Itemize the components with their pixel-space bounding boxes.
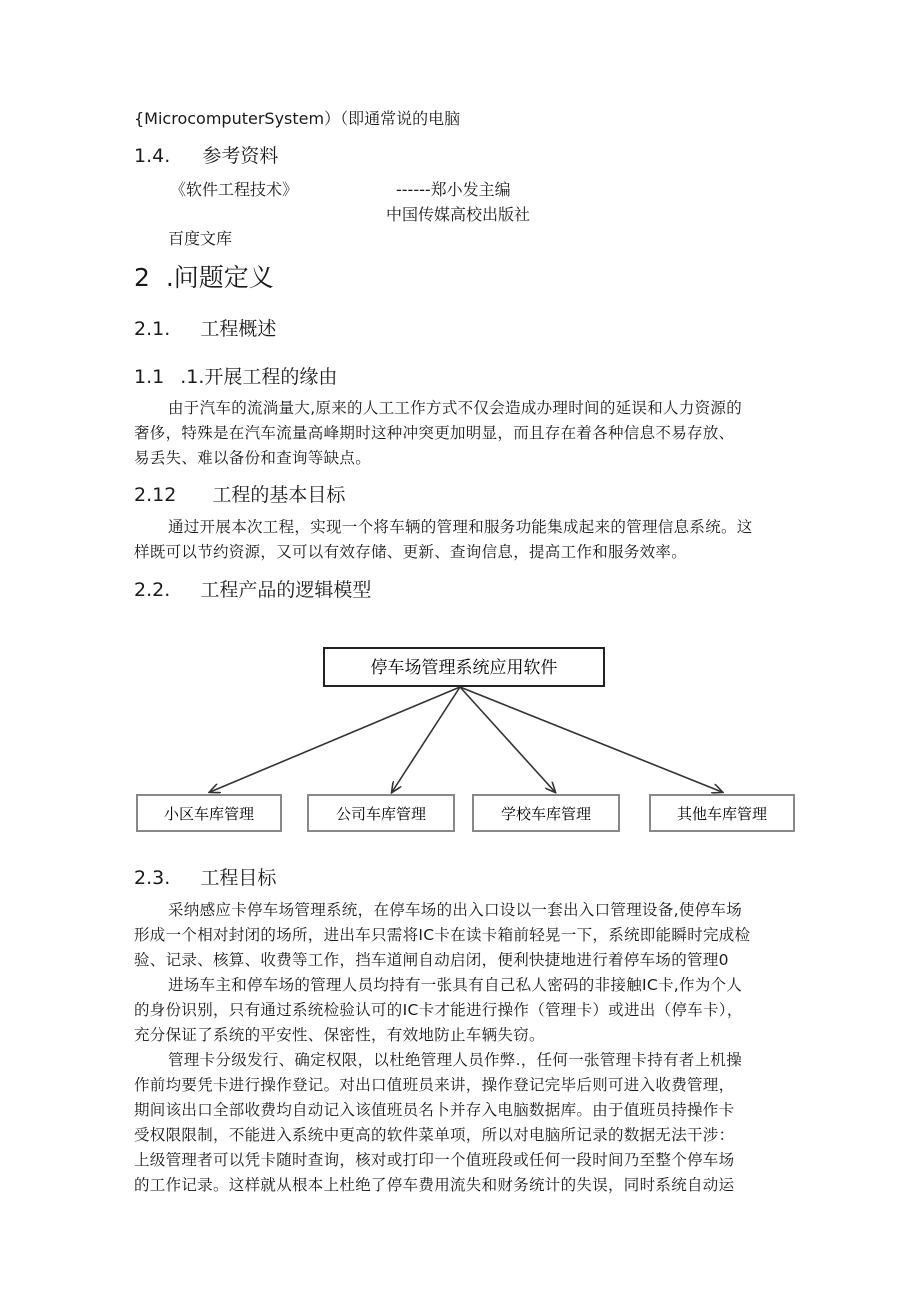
para-goal-line-1: 通过开展本次工程，实现一个将车辆的管理和服务功能集成起来的管理信息系统。这 xyxy=(168,518,753,536)
diagram-arrow-1 xyxy=(210,687,460,792)
section-2-1-title: 工程概述 xyxy=(200,318,277,340)
section-2-1-1-title: .1.开展工程的缘由 xyxy=(180,366,338,388)
diagram-child-2-label: 公司车库管理 xyxy=(335,805,427,823)
reference-baidu: 百度文库 xyxy=(168,229,233,248)
diagram-child-1 xyxy=(137,795,281,831)
diagram-child-4 xyxy=(650,795,794,831)
chapter-2-number: 2 xyxy=(134,263,150,292)
diagram-child-3-label: 学校车库管理 xyxy=(500,805,592,823)
para-target-1-line-2: 形成一个相对封闭的场所，进出车只需将IC卡在读卡箱前轻晃一下，系统即能瞬时完成检 xyxy=(134,926,751,944)
para-target-1-line-3: 验、记录、核算、收费等工作，挡车道闸自动启闭，便利快捷地进行着停车场的管理0 xyxy=(134,951,729,969)
section-2-1-2-title: 工程的基本目标 xyxy=(212,484,346,506)
para-target-3-line-3: 期间该出口全部收费均自动记入该值班员名卜并存入电脑数据库。由于值班员持操作卡 xyxy=(134,1101,735,1119)
reference-author: ------郑小发主编 xyxy=(396,180,511,199)
para-target-2-line-1: 进场车主和停车场的管理人员均持有一张具有自己私人密码的非接触IC卡,作为个人 xyxy=(168,976,743,994)
reference-publisher: 中国传媒高校出版社 xyxy=(386,205,531,224)
section-1-4-title: 参考资料 xyxy=(202,145,279,167)
para-target-3-line-2: 作前均要凭卡进行操作登记。对出口值班员来讲，操作登记完毕后则可进入收费管理， xyxy=(134,1076,735,1094)
diagram-arrow-2 xyxy=(392,687,460,792)
diagram-root-label: 停车场管理系统应用软件 xyxy=(370,658,558,678)
section-1-4-number: 1.4. xyxy=(134,145,171,167)
section-2-1-1-number: 1.1 xyxy=(134,366,165,388)
diagram-child-1-label: 小区车库管理 xyxy=(163,805,255,823)
section-2-3-title: 工程目标 xyxy=(200,867,277,889)
section-2-2-number: 2.2. xyxy=(134,579,171,601)
para-target-2-line-3: 充分保证了系统的平安性、保密性，有效地防止车辆失窃。 xyxy=(134,1026,545,1044)
chapter-2-title: .问题定义 xyxy=(165,263,274,292)
para-target-3-line-1: 管理卡分级发行、确定权限，以杜绝管理人员作弊.，任何一张管理卡持有者上机操 xyxy=(168,1051,743,1069)
para-goal-line-2: 样既可以节约资源，又可以有效存储、更新、查询信息，提高工作和服务效率。 xyxy=(134,543,688,561)
section-2-3-number: 2.3. xyxy=(134,867,171,889)
para-target-3-line-6: 的工作记录。这样就从根本上杜绝了停车费用流失和财务统计的失误，同时系统自动运 xyxy=(134,1176,735,1194)
section-2-2-title: 工程产品的逻辑模型 xyxy=(200,579,372,601)
para-target-3-line-4: 受权限限制，不能进入系统中更高的软件菜单项，所以对电脑所记录的数据无法干涉： xyxy=(134,1126,735,1144)
para-target-1-line-1: 采纳感应卡停车场管理系统，在停车场的出入口设以一套出入口管理设备,使停车场 xyxy=(168,901,743,919)
intro-line: {MicrocomputerSystem）（即通常说的电脑 xyxy=(134,109,461,128)
section-2-1-2-number: 2.12 xyxy=(134,484,177,506)
para-origin-line-3: 易丢失、难以备份和查询等缺点。 xyxy=(134,449,372,467)
section-2-1-number: 2.1. xyxy=(134,318,171,340)
para-target-3-line-5: 上级管理者可以凭卡随时查询，核对或打印一个值班段或任何一段时间乃至整个停车场 xyxy=(134,1151,735,1169)
diagram-child-2 xyxy=(308,795,454,831)
diagram-arrow-4 xyxy=(460,687,722,792)
para-origin-line-2: 奢侈，特殊是在汽车流量高峰期时这种冲突更加明显，而且存在着各种信息不易存放、 xyxy=(134,424,735,442)
reference-book: 《软件工程技术》 xyxy=(170,180,299,199)
diagram-arrow-3 xyxy=(460,687,555,792)
para-target-2-line-2: 的身份识别，只有通过系统检验认可的IC卡才能进行操作（管理卡）或进出（停车卡）， xyxy=(134,1001,743,1019)
diagram-child-4-label: 其他车库管理 xyxy=(676,805,768,823)
para-origin-line-1: 由于汽车的流淌量大,原来的人工工作方式不仅会造成办理时间的延误和人力资源的 xyxy=(168,399,743,417)
section-2-3-heading xyxy=(134,866,276,890)
diagram-child-3 xyxy=(473,795,619,831)
